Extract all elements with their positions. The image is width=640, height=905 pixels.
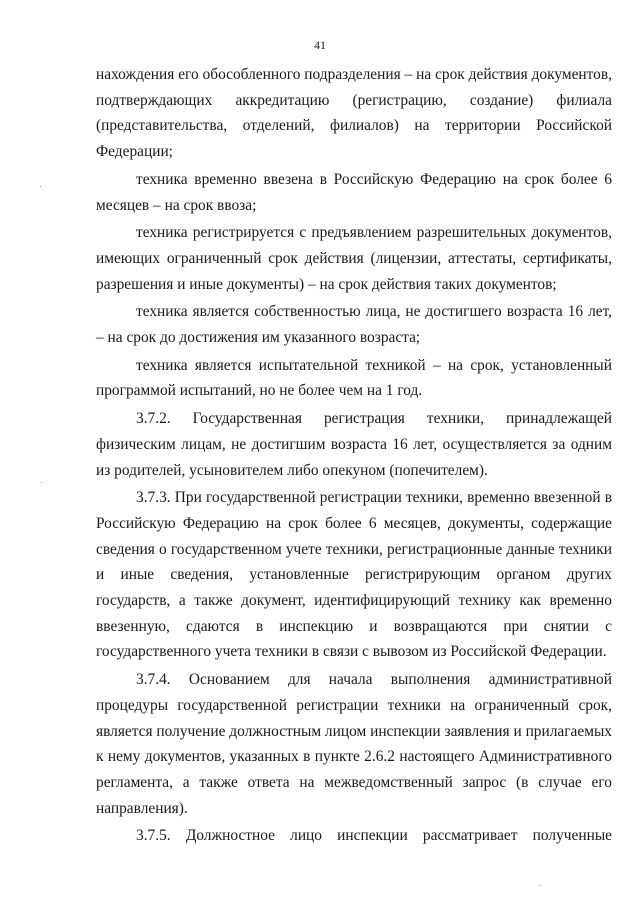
paragraph-3: техника регистрируется с предъявлением разрешительных документов, имеющих ограниченный срок действия (лицензии, аттестаты, сертификаты, разрешения и иные документы) – на срок действия таких документов; — [96, 224, 612, 293]
paragraph-7: 3.7.3. При государственной регистрации техники, временно ввезенной в Российскую Федерацию на срок более 6 месяцев, документы, содержащие сведения о государственном учете техники, регистрационные данные техники и иные сведения, установленные регистрирующим органом других государств, а также документ, идентифицирующий технику как временно ввезенную, сдаются в инспекцию и возвращаются при снятии с государственного учета техники в связи с вывозом из Российской Федерации. — [96, 489, 612, 661]
scan-speck — [41, 482, 42, 483]
document-body — [96, 62, 612, 849]
paragraph-4: техника является собственностью лица, не достигшего возраста 16 лет, – на срок до достижения им указанного возраста; — [96, 303, 612, 347]
page-number: 41 — [314, 38, 326, 52]
paragraph-2: техника временно ввезена в Российскую Федерацию на срок более 6 месяцев – на срок ввоза; — [96, 170, 612, 214]
paragraph-1: нахождения его обособленного подразделения – на срок действия документов, подтверждающих аккредитацию (регистрацию, создание) филиала (представительства, отделений, филиалов) на территории Российской Федерации; — [96, 66, 612, 161]
paragraph-5: техника является испытательной техникой – на срок, установленный программой испытаний, но не более чем на 1 год. — [96, 356, 612, 400]
scan-speck — [540, 885, 541, 886]
paragraph-6: 3.7.2. Государственная регистрация техники, принадлежащей физическим лицам, не достигшим возраста 16 лет, осуществляется за одним из родителей, усыновителем либо опекуном (попечителем). — [96, 410, 612, 479]
paragraph-9: 3.7.5. Должностное лицо инспекции рассматривает полученные — [136, 827, 612, 845]
scan-speck — [40, 186, 41, 187]
paragraph-8: 3.7.4. Основанием для начала выполнения административной процедуры государственной регистрации техники на ограниченный срок, является получение должностным лицом инспекции заявления и прилагаемых к нему документов, указанных в пункте 2.6.2 настоящего Административного регламента, а также ответа на межведомственный запрос (в случае его направления). — [96, 671, 612, 817]
